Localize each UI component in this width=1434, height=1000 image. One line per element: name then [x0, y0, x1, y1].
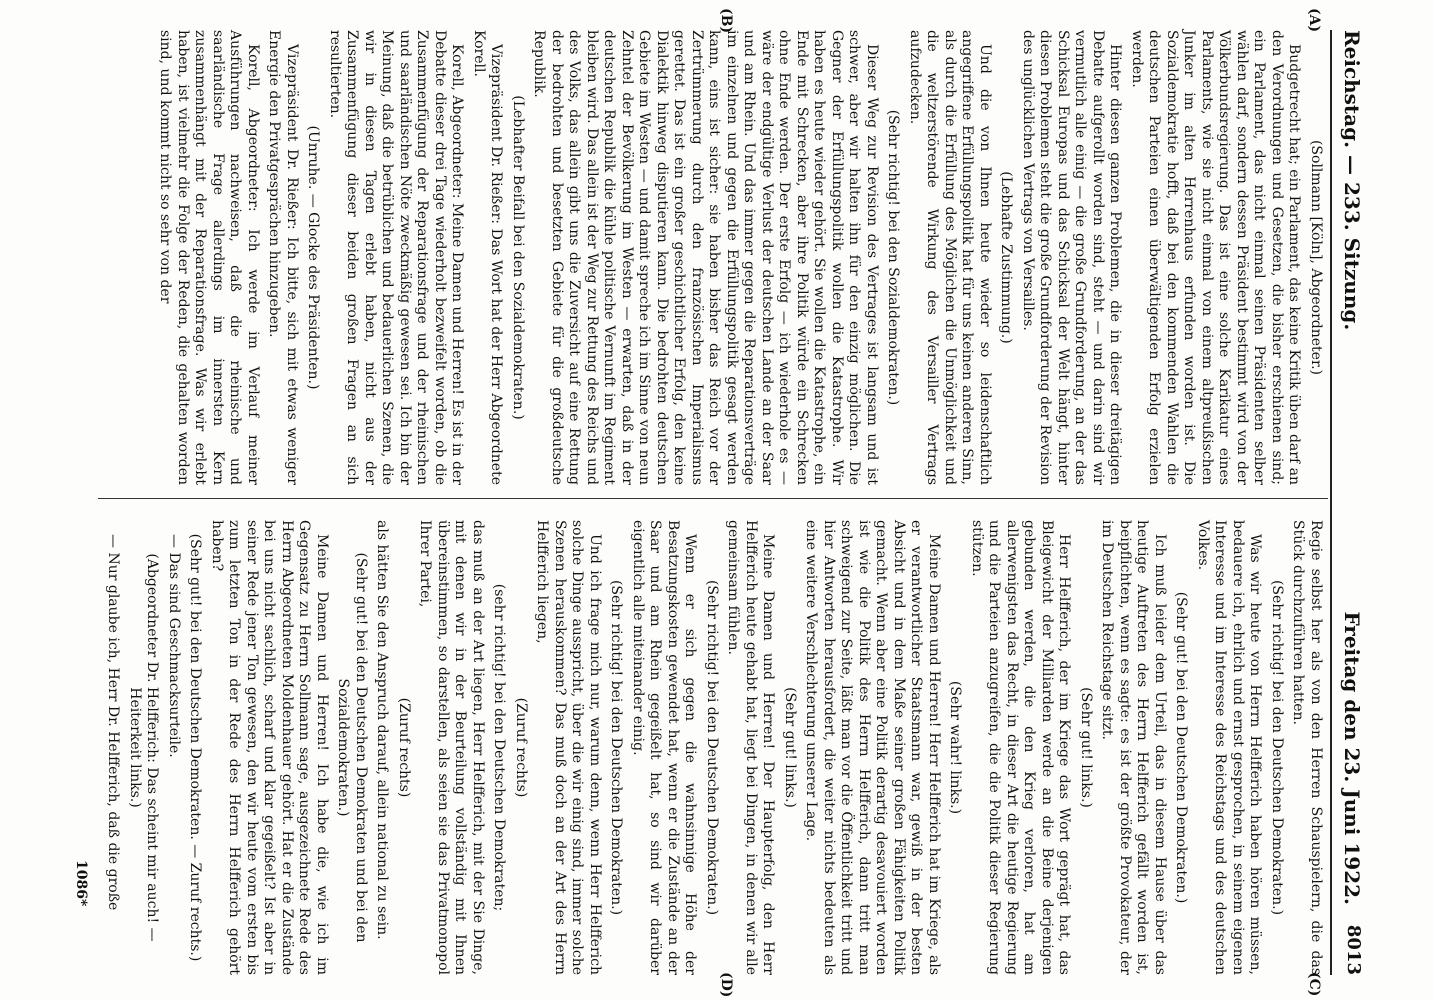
interjection: (Lebhafter Beifall bei den Sozialdemokraten.) [510, 95, 526, 420]
paragraph: das muß an der Art liegen, Herr Helfferich, mit der Sie Dinge, mit denen wir in der Beurteilung vollständig mit Ihnen übereinstimmen, so darstellen, als seien sie das Privatmonopol Ihrer Partei, [417, 520, 486, 975]
interjection: (Sehr gut! bei den Deutschen Demokraten und bei den Sozialdemokraten.) [335, 552, 369, 943]
interjection: (Lebhafte Zustimmung.) [998, 171, 1015, 344]
column-divider [98, 498, 1328, 499]
interjection: (sehr richtig! bei den Deutschen Demokraten; [491, 583, 508, 912]
interjection: (Sehr gut! bei den Deutschen Demokraten.) [1173, 591, 1190, 904]
interjection: (Sehr richtig! bei den Deutschen Demokraten.) [704, 579, 720, 916]
margin-marker-d: (D) [718, 972, 734, 998]
interjection: (Sehr richtig! bei den Deutschen Demokraten.) [608, 579, 625, 916]
paragraph-speaker: Vizepräsident Dr. Rießer: Das Wort hat der Herr Abgeordnete Korell. [471, 30, 505, 485]
interjection: (Unruhe. — Glocke des Präsidenten.) [305, 125, 322, 390]
paragraph: Wenn er sich gegen die wahnsinnige Höhe der Besatzungskosten gewendet hat, wenn er die Zustände an der Saar und am Rhein gegeißelt hat, so sind wir darüber eigentlich alle miteinander einig. [630, 520, 699, 975]
paragraph-speaker: Korell, Abgeordneter: Ich werde im Verlauf meiner Ausführungen nachweisen, daß die rheinische und saarländische Frage allerdings im innersten Kern zusammenhängt mit der Reparationsfrage. Was wir erlebt haben, ist vielmehr die Folge der Reden, die gehalten worden sind, und kommt nicht so sehr von der [157, 30, 261, 485]
paragraph: Hinter diesen ganzen Problemen, die in dieser dreitägigen Debatte aufgerollt worden sind, steht — und darin sind wir vermutlich alle einig — die große Grundforderung, an der das Schicksal Europas und das Schicksal der Welt hängt, hinter diesen Problemen steht die große Grundforderung der Revision des unglücklichen Vertrags von Versailles. [1020, 30, 1124, 485]
footer-number: 1086* [73, 860, 89, 907]
margin-marker-c: (C) [1306, 972, 1322, 997]
left-column [152, 30, 1324, 485]
page-number: 8013 [1343, 924, 1364, 975]
interjection: (Zuruf rechts) [396, 697, 412, 798]
paragraph: — Nur glaube ich, Herr Dr. Helfferich, daß die große [105, 534, 122, 911]
right-column [100, 520, 1324, 975]
paragraph: Was wir heute von Herrn Helfferich haben hören müssen, bedauere ich, ehrlich und ernst gesprochen, in seinem eigenen Interesse und im Interesse des Reichstags und des deutschen Volkes. [1195, 520, 1264, 975]
interjection: (Abgeordneter Dr. Helfferich: Das scheint mir auch! — Heiterkeit links.) [127, 553, 161, 942]
paragraph: Und ich frage mich nur, warum denn, wenn Herr Helfferich solche Dinge ausspricht, über die wir einig sind, immer solche Szenen herauskommen? Das muß doch an der Art des Herrn Helfferich liegen, [534, 520, 603, 975]
paragraph: Und die von Ihnen heute wieder so leidenschaftlich angegriffene Erfüllungspolitik hat für uns keinen anderen Sinn, als durch die Erfüllung des Möglichen die Unmöglichkeit und die weltzerstörende Wirkung des Versailler Vertrags aufzudecken. [907, 30, 993, 485]
interjection: (Zuruf rechts) [513, 697, 529, 798]
paragraph-speaker: Korell, Abgeordneter: Meine Damen und Herren! Es ist in der Debatte dieser drei Tage wiederholt bezweifelt worden, ob die Zusammenfügung der Reparationsfrage und der rheinischen und saarländischen Nöte zweckmäßig gewesen sei. Ich bin der Meinung, daß die betrüblichen und bedauerlichen Szenen, die wir in diesen Tagen erlebt haben, nicht aus der Zusammenfügung dieser beiden großen Fragen an sich resultierten. [327, 30, 466, 485]
speaker-continuation: (Sollmann [Köln], Abgeordneter.) [1308, 139, 1324, 376]
running-header [1332, 30, 1364, 975]
header-date: Freitag den 23. Juni 1922. [1340, 611, 1364, 905]
interjection: (Sehr richtig! bei den Deutschen Demokraten.) [1269, 579, 1285, 916]
paragraph: Regie selbst her als von den Herren Schauspielern, die das Stück durchzuführen hatten. [1290, 520, 1324, 975]
paragraph: — Das sind Geschmacksurteile. [166, 534, 182, 758]
interjection: (Sehr gut! bei den Deutschen Demokraten. — Zuruf rechts.) [187, 533, 204, 962]
paragraph: Meine Damen und Herren! Herr Helfferich hat im Kriege, als er verantwortlicher Staatsmann war, gewiß in der besten Absicht und in dem Maße seiner großen Fähigkeiten Politik gemacht. Wenn aber eine Politik derartig desavouiert worden ist wie die Politik des Herrn Helfferich, dann tritt man schweigend zur Seite, läßt man vor die Öffentlichkeit tritt und hier Antworten herausfordert, die weiter nichts bedeuten als eine weitere Verschlechterung unserer Lage. [803, 520, 942, 975]
paragraph: Meine Damen und Herren! Der Haupterfolg, den Herr Helfferich heute gehabt hat, liegt bei Dingen, in denen wir alle gemeinsam fühlen. [725, 520, 777, 975]
interjection: (Sehr richtig! bei den Sozialdemokraten.) [885, 109, 902, 406]
paragraph: Herr Helfferich, der im Kriege das Wort geprägt hat, das Bleigewicht der Milliarden werde an die Beine derjenigen gebunden werden, die den Krieg verloren, hat am allerwenigsten das Recht, in dieser Art die heutige Regierung und die Parteien anzugreifen, die die Politik dieser Regierung stützen. [969, 520, 1073, 975]
paragraph-speaker: Vizepräsident Dr. Rießer: Ich bitte, sich mit etwas weniger Energie den Privatgesprächen hinzugeben. [266, 30, 300, 485]
margin-marker-b: (B) [718, 8, 734, 34]
paragraph: Dieser Weg zur Revision des Vertrages ist langsam und ist schwer, aber wir halten ihn für den einzig möglichen. Die Gegner der Erfüllungspolitik wollen die Katastrophe. Wir haben es heute wieder gehört. Sie wollen die Katastrophe, ein Ende mit Schrecken, aber ihre Politik würde ein Schrecken ohne Ende werden. Der erste Erfolg — ich wiederhole es — wäre der endgültige Verlust der deutschen Lande an der Saar und am Rhein. Und das immer gegen die Reparationsverträge im einzelnen und gegen die Erfüllungspolitik gesagt werden kann, eins ist sicher: sie haben bisher das Reich vor der Zertrümmerung durch den französischen Imperialismus gerettet. Das ist ein großer geschichtlicher Erfolg, den keine Dialektik hinweg disputieren kann. Die bedrohten deutschen Gebiete im Westen — und damit spreche ich im Sinne von neun Zehntel der Bevölkerung im Westen — erwarten, daß in der deutschen Republik die kühle politische Vernunft im Regiment bleiben wird. Das allein ist der Weg zur Rettung des Reichs und des Volks, das allein gibt uns die Zuversicht auf eine Rettung der bedrohten und besetzten Gebiete für die großdeutsche Republik. [531, 30, 880, 485]
margin-marker-a: (A) [1306, 8, 1322, 33]
paragraph: Meine Damen und Herren! Ich habe die, wie ich im Gegensatz zu Herrn Sollmann sage, ausgezeichnete Rede des Herrn Abgeordneten Moldenhauer gehört. Hat er die Zustände bei uns nicht sachlich, scharf und klar gegeißelt? Ist aber in seiner Rede jener Ton gewesen, den wir heute vom ersten bis zum letzten Ton in der Rede des Herrn Helfferich gehört haben? [209, 520, 330, 975]
paragraph: Budgetrecht hat; ein Parlament, das keine Kritik üben darf an den Verordnungen und Gesetzen, die bisher erschienen sind; ein Parlament, das nicht einmal seinen Präsidenten selber wählen darf, sondern dessen Präsident bestimmt wird von der Völkerbundsregierung. Das ist eine solche Karikatur eines Parlaments, wie sie nicht einmal von einem altpreußischen Junker im alten Herrenhaus erfunden worden ist. Die Sozialdemokratie hofft, daß bei den kommenden Wahlen die deutschen Parteien einen überwältigenden Erfolg erzielen werden. [1129, 30, 1303, 485]
paragraph: als hätten Sie den Anspruch darauf, allein national zu sein. [374, 520, 391, 940]
interjection: (Sehr gut! links.) [782, 687, 798, 808]
header-rule [1330, 30, 1332, 975]
paragraph: Ich muß leider dem Urteil, das in diesem Hause über das heutige Auftreten des Herrn Helfferich gefällt worden ist, beipflichten, wenn es sagte: es ist der größte Provokateur, der im Deutschen Reichstage sitzt. [1099, 520, 1168, 975]
interjection: (Sehr gut! links.) [1078, 687, 1094, 808]
header-session: Reichstag. — 233. Sitzung. [1340, 30, 1364, 331]
interjection: (Sehr wahr! links.) [947, 680, 964, 815]
